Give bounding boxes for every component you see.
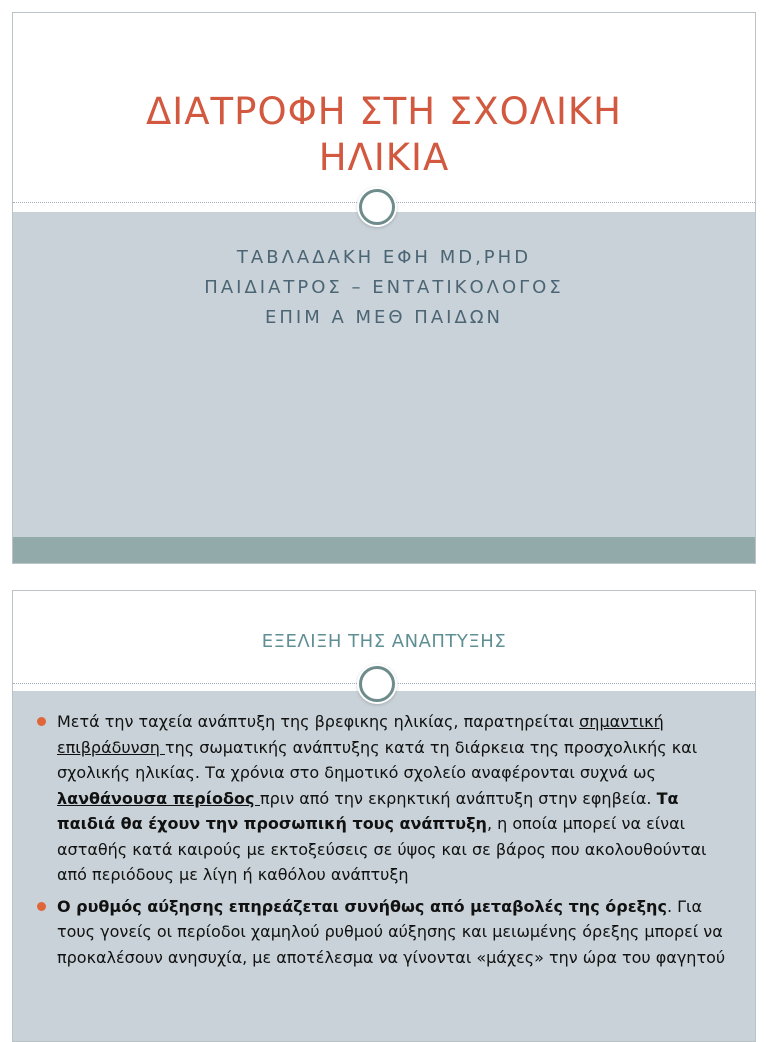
text: . Για τους γονείς οι περίοδοι χαμηλού ρυθμού αύξησης και μειωμένης όρεξης μπορεί να προκαλέσουν ανησυχία, με αποτέλεσμα να γίνονται «μάχες» την ώρα του φαγητού	[57, 896, 726, 967]
text: της σωματικής ανάπτυξης κατά τη διάρκεια της προσχολικής και σχολικής ηλικίας. Τα χρόνια στο δημοτικό σχολείο αναφέρονται συχνά ως	[57, 737, 698, 782]
author-name: ΤΑΒΛΑΔΑΚΗ ΕΦΗ MD,PHD	[236, 247, 532, 268]
title-slide	[12, 12, 756, 564]
author-block	[13, 243, 755, 333]
bold-text: Τα παιδιά θα έχουν την προσωπική τους ανάπτυξη	[57, 788, 679, 833]
underlined-text: σημαντική επιβράδυνση	[57, 712, 664, 757]
bullet-list	[35, 709, 739, 976]
author-specialty: ΠΑΙΔΙΑΤΡΟΣ – ΕΝΤΑΤΙΚΟΛΟΓΟΣ	[204, 277, 564, 298]
bold-text: Ο ρυθμός αύξησης επηρεάζεται συνήθως από μεταβολές της όρεξης	[57, 896, 667, 916]
text: Μετά την ταχεία ανάπτυξη της βρεφικης ηλικίας, παρατηρείται	[57, 712, 580, 731]
author-position: ΕΠΙΜ Α ΜΕΘ ΠΑΙΔΩΝ	[265, 307, 503, 328]
text: , η οποία μπορεί να είναι ασταθής κατά καιρούς με εκτοξεύσεις σε ύψος και σε βάρος που ακολουθούνται από περιόδους με λίγη ή καθόλου ανάπτυξη	[57, 814, 707, 884]
circle-ornament-icon	[359, 666, 395, 702]
footer-band	[13, 537, 755, 563]
slide-title-line-1: ΔΙΑΤΡΟΦΗ ΣΤΗ ΣΧΟΛΙΚΗ	[146, 90, 622, 133]
content-slide	[12, 590, 756, 1042]
bullet-item-appetite	[35, 894, 739, 971]
bold-underlined-text: λανθάνουσα περίοδος	[57, 788, 260, 808]
circle-ornament-icon	[359, 189, 395, 225]
text: πριν από την εκρηκτική ανάπτυξη στην εφηβεία.	[260, 788, 657, 808]
slide-heading: ΕΞΕΛΙΞΗ ΤΗΣ ΑΝΑΠΤΥΞΗΣ	[261, 631, 507, 652]
slide-title	[13, 89, 755, 181]
slide-title-line-2: ΗΛΙΚΙΑ	[318, 136, 450, 179]
bullet-item-growth-slowdown	[35, 709, 739, 888]
